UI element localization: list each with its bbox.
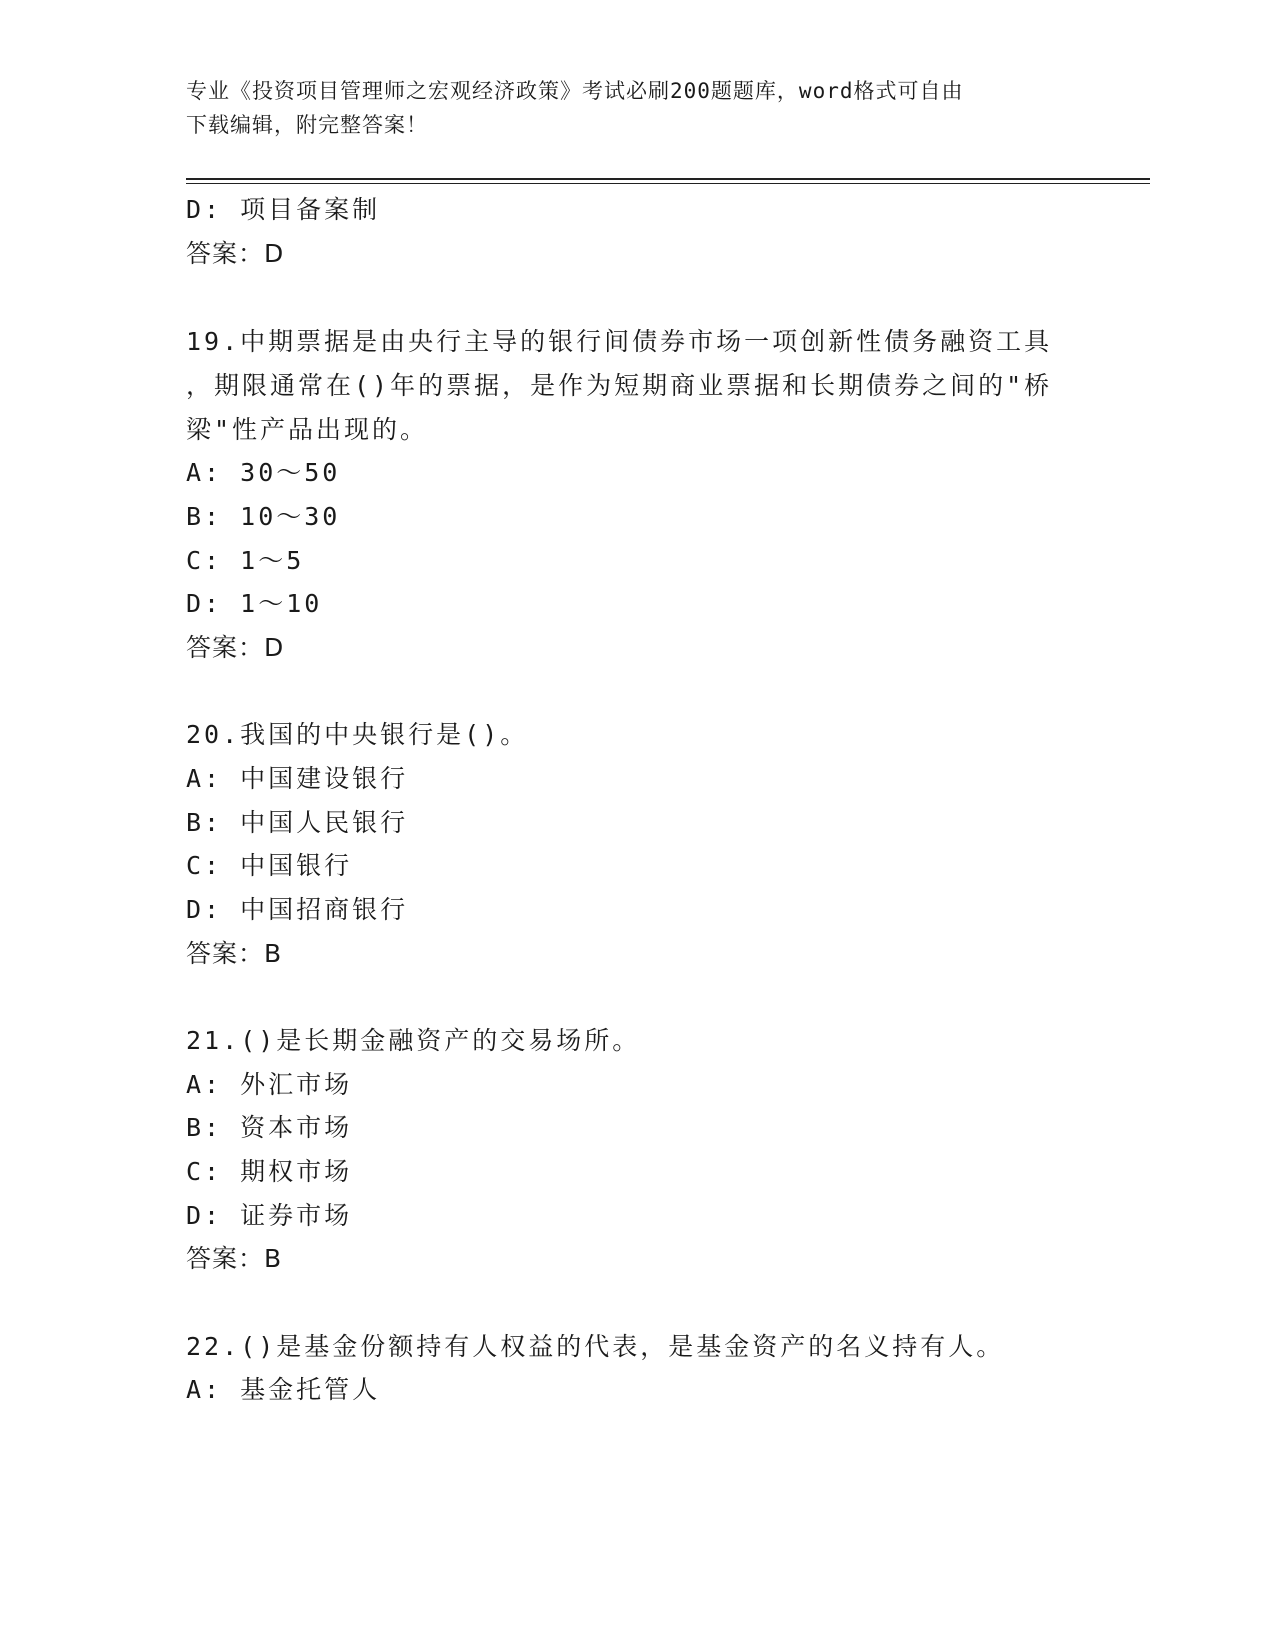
q22-stem: 22.()是基金份额持有人权益的代表，是基金资产的名义持有人。	[186, 1332, 1005, 1361]
q21-stem: 21.()是长期金融资产的交易场所。	[186, 1026, 641, 1055]
q21-answer: 答案：B	[186, 1244, 283, 1273]
q20-option-d: D: 中国招商银行	[186, 895, 409, 924]
prev-answer: 答案：D	[186, 239, 285, 268]
q19-option-a: A: 30～50	[186, 458, 341, 487]
q20-option-b: B: 中国人民银行	[186, 808, 409, 837]
document-header	[186, 74, 1066, 142]
q21-option-a: A: 外汇市场	[186, 1070, 353, 1099]
q20-option-c: C: 中国银行	[186, 851, 353, 880]
header-divider-thin	[186, 183, 1150, 184]
q19-stem-line-3: 梁"性产品出现的。	[186, 415, 429, 444]
q19-option-d: D: 1～10	[186, 589, 323, 618]
q19-option-c: C: 1～5	[186, 546, 305, 575]
q20-answer: 答案：B	[186, 939, 283, 968]
q20-stem: 20.我国的中央银行是()。	[186, 720, 529, 749]
header-divider-thick	[186, 178, 1150, 180]
header-line-2: 下载编辑，附完整答案！	[186, 113, 428, 137]
q19-answer: 答案：D	[186, 633, 285, 662]
q20-option-a: A: 中国建设银行	[186, 764, 409, 793]
header-line-1: 专业《投资项目管理师之宏观经济政策》考试必刷200题题库，word格式可自由	[186, 79, 964, 103]
prev-option-d: D: 项目备案制	[186, 195, 381, 224]
q19-option-b: B: 10～30	[186, 502, 341, 531]
q19-stem-line-2: ，期限通常在()年的票据，是作为短期商业票据和长期债券之间的"桥	[186, 371, 1053, 400]
q21-option-b: B: 资本市场	[186, 1113, 353, 1142]
q19-stem-line-1: 19.中期票据是由央行主导的银行间债券市场一项创新性债务融资工具	[186, 327, 1053, 356]
q21-option-d: D: 证券市场	[186, 1201, 353, 1230]
q21-option-c: C: 期权市场	[186, 1157, 353, 1186]
q22-option-a: A: 基金托管人	[186, 1375, 381, 1404]
